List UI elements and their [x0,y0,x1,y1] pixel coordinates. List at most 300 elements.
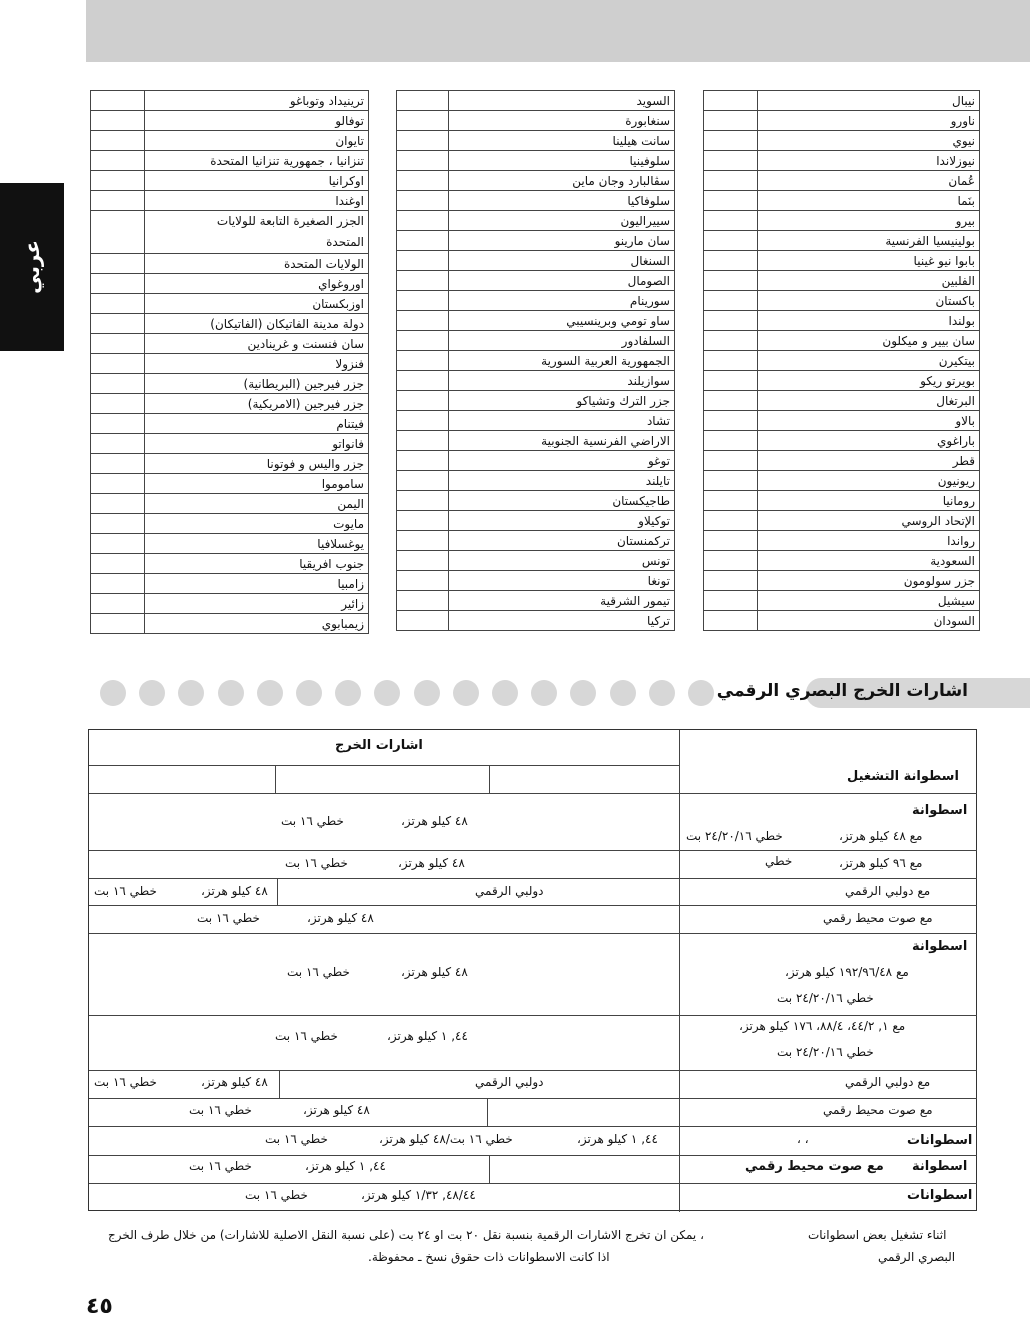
country-name: توفالو [145,111,369,131]
country-row [397,451,675,471]
country-row [397,311,675,331]
note-line1-right: اثناء تشغيل بعض اسطوانات [808,1228,947,1242]
row2c-dolby: دولبي الرقمي [475,1075,544,1089]
country-row [91,314,369,334]
row2a-line1: مع ١٩٢/٩٦/٤٨ كيلو هرتز، [785,965,909,979]
country-name: اوروغواي [145,274,369,294]
country-name: ساموموا [145,474,369,494]
country-row [91,514,369,534]
row2d-khz: ٤٨ كيلو هرتز، [303,1103,370,1117]
country-row [704,431,980,451]
empty-cell [91,554,145,574]
country-name: الولايات المتحدة [145,254,369,274]
country-name: بولندا [758,311,980,331]
empty-cell [397,511,449,531]
country-name: مايوت [145,514,369,534]
decorative-dot [688,680,714,706]
country-row [704,551,980,571]
row1c-dolby: دولبي الرقمي [475,884,544,898]
country-name: سلوفينيا [449,151,675,171]
empty-cell [397,391,449,411]
country-name: زيمبابوي [145,614,369,634]
country-row [91,494,369,514]
row5-head: اسطوانات [907,1188,973,1203]
decorative-dot [257,680,283,706]
country-name: اوغندا [145,191,369,211]
country-name: زائير [145,594,369,614]
country-row [397,91,675,111]
country-row [704,411,980,431]
empty-cell [91,254,145,274]
country-name: باكستان [758,291,980,311]
country-row [397,151,675,171]
country-row [397,551,675,571]
empty-cell [91,111,145,131]
country-name: بولينيسيا الفرنسية [758,231,980,251]
row1a-lin: خطي ١٦ بت [281,814,344,828]
empty-cell [704,191,758,211]
country-row [91,574,369,594]
row1a-khz: ٤٨ كيلو هرتز، [401,814,468,828]
header-output-signals: اشارات الخرج [335,738,423,753]
country-name: بويرتو ريكو [758,371,980,391]
decorative-dot [139,680,165,706]
row5-lin: خطي ١٦ بت [245,1188,308,1202]
row1b-lin: خطي ١٦ بت [285,856,348,870]
country-name: جنوب افريقيا [145,554,369,574]
empty-cell [397,431,449,451]
country-row [704,151,980,171]
empty-cell [704,591,758,611]
country-row [397,171,675,191]
empty-cell [91,594,145,614]
country-name: طاجيكستان [449,491,675,511]
country-name: نيوزلاندا [758,151,980,171]
empty-cell [704,571,758,591]
country-row [397,251,675,271]
country-name: فانواتو [145,434,369,454]
row1c-label: مع دولبي الرقمي [845,884,931,898]
country-name: ساو تومي وبرينسيبي [449,311,675,331]
row1b-khz: ٤٨ كيلو هرتز، [398,856,465,870]
country-row [91,614,369,634]
country-name: تنزانيا ، جمهورية تنزانيا المتحدة [145,151,369,171]
country-name: سنغابورة [449,111,675,131]
row2d-lin: خطي ١٦ بت [189,1103,252,1117]
country-row [704,491,980,511]
country-row [397,591,675,611]
country-row [91,454,369,474]
empty-cell [704,611,758,631]
country-row [91,594,369,614]
country-row [704,571,980,591]
country-name: السلفادور [449,331,675,351]
country-name: رواندا [758,531,980,551]
country-name: تيمور الشرقية [449,591,675,611]
country-table-1 [703,90,980,631]
empty-cell [704,351,758,371]
country-row [397,351,675,371]
country-name: ترينيداد وتوباغو [145,91,369,111]
output-signal-table [88,729,977,1211]
language-tab [0,183,64,351]
header-bar [86,0,1030,62]
empty-cell [91,454,145,474]
empty-cell [704,211,758,231]
country-row [397,191,675,211]
empty-cell [704,231,758,251]
empty-cell [91,314,145,334]
country-name: الصومال [449,271,675,291]
country-name: السودان [758,611,980,631]
country-name: السعودية [758,551,980,571]
country-name: تركيا [449,611,675,631]
row3-lin-48: خطي ١٦ بت/٤٨ كيلو هرتز، [379,1132,513,1146]
country-row [704,391,980,411]
empty-cell [91,494,145,514]
country-row [397,411,675,431]
empty-cell [397,291,449,311]
row3-khz441: ٤٤, ١ كيلو هرتز، [577,1132,658,1146]
row1a-note: خطي ٢٤/٢٠/١٦ بت [686,829,783,843]
empty-cell [704,291,758,311]
empty-cell [397,571,449,591]
country-table-3 [90,90,369,634]
country-row [704,591,980,611]
empty-cell [397,171,449,191]
empty-cell [397,471,449,491]
row2c-label: مع دولبي الرقمي [845,1075,931,1089]
country-row [704,211,980,231]
country-name: سانت هيلينا [449,131,675,151]
country-row [397,111,675,131]
row4-lin: خطي ١٦ بت [189,1159,252,1173]
country-name: تركمنستان [449,531,675,551]
country-name: الجمهورية العربية السورية [449,351,675,371]
country-name: سان بيير و ميكلون [758,331,980,351]
empty-cell [397,371,449,391]
empty-cell [397,151,449,171]
country-name-line: الجزر الصغيرة التابعة للولايات [216,214,364,228]
country-name: سلوفاكيا [449,191,675,211]
country-row [91,414,369,434]
country-row [704,331,980,351]
header-playback-disc: اسطوانة التشغيل [847,769,959,784]
note-line1: ، يمكن ان تخرج الاشارات الرقمية بنسبة نقل ٢٠ بت او ٢٤ بت (على نسبة النقل الاصلية للاشارات) من خلال طرف الخرج [108,1228,704,1242]
empty-cell [91,171,145,191]
country-row [91,91,369,111]
decorative-dot [570,680,596,706]
empty-cell [91,434,145,454]
country-row [91,334,369,354]
country-name: جزر الترك وتشياكو [449,391,675,411]
decorative-dot [178,680,204,706]
country-name: جزر سولومون [758,571,980,591]
decorative-dot [610,680,636,706]
empty-cell [397,91,449,111]
country-row [397,431,675,451]
country-row [91,474,369,494]
country-name: بيرو [758,211,980,231]
country-name: باراغوي [758,431,980,451]
empty-cell [704,391,758,411]
country-row [91,374,369,394]
row1b-note: خطي [765,854,793,868]
row5-khz: ٤٨/٤٤, ١/٣٢ كيلو هرتز، [361,1188,476,1202]
country-row [397,391,675,411]
country-row [91,354,369,374]
country-row [704,231,980,251]
country-row [91,294,369,314]
country-name: يوغسلافيا [145,534,369,554]
country-name: توكيلاو [449,511,675,531]
empty-cell [91,151,145,171]
empty-cell [704,531,758,551]
country-row [397,231,675,251]
country-row [704,91,980,111]
empty-cell [91,514,145,534]
country-name [145,211,369,254]
country-name: قطر [758,451,980,471]
country-name: فنزولا [145,354,369,374]
row2b-lin: خطي ١٦ بت [275,1029,338,1043]
country-name: اليمن [145,494,369,514]
country-row [91,274,369,294]
empty-cell [397,351,449,371]
empty-cell [91,211,145,254]
country-row [397,371,675,391]
country-row [91,191,369,211]
country-name: الإتحاد الروسي [758,511,980,531]
decorative-dot [374,680,400,706]
country-row [704,291,980,311]
empty-cell [397,531,449,551]
country-name: سان مارينو [449,231,675,251]
empty-cell [91,414,145,434]
empty-cell [704,311,758,331]
empty-cell [704,131,758,151]
country-row [91,434,369,454]
country-row [91,151,369,171]
row2a-line2: خطي ٢٤/٢٠/١٦ بت [777,991,874,1005]
country-name: دولة مدينة الفاتيكان (الفاتيكان) [145,314,369,334]
country-name: الاراضي الفرنسية الجنوبية [449,431,675,451]
row1c-khz: ٤٨ كيلو هرتز، [201,884,268,898]
empty-cell [397,591,449,611]
empty-cell [704,471,758,491]
country-row [397,571,675,591]
empty-cell [397,131,449,151]
empty-cell [704,411,758,431]
country-row [704,351,980,371]
language-tab-label: عربي [20,240,44,294]
empty-cell [704,251,758,271]
country-row [91,394,369,414]
row1d-label: مع صوت محيط رقمي [823,911,933,925]
empty-cell [91,131,145,151]
country-row [397,531,675,551]
country-row [91,554,369,574]
empty-cell [91,91,145,111]
country-row [704,451,980,471]
empty-cell [397,271,449,291]
note-line2-right: البصري الرقمي [878,1250,956,1264]
row2c-lin: خطي ١٦ بت [94,1075,157,1089]
empty-cell [704,371,758,391]
country-name: بابوا نيو غينيا [758,251,980,271]
country-row [91,534,369,554]
empty-cell [91,191,145,211]
country-row [397,131,675,151]
country-row [704,171,980,191]
empty-cell [704,511,758,531]
row2d-label: مع صوت محيط رقمي [823,1103,933,1117]
decorative-dot [414,680,440,706]
decorative-dot [531,680,557,706]
country-name-line: المتحدة [326,235,364,249]
country-row [397,511,675,531]
row4-khz: ٤٤, ١ كيلو هرتز، [305,1159,386,1173]
country-name: اوكرانيا [145,171,369,191]
row1-head: اسطوانة [912,803,968,818]
row4-head: اسطوانة [912,1159,968,1174]
row2a-lin: خطي ١٦ بت [287,965,350,979]
row2b-line1: مع ١, ٤٤/٢، ٨٨/٤، ١٧٦ كيلو هرتز، [739,1019,906,1033]
country-name: بنَما [758,191,980,211]
country-row [704,371,980,391]
country-row [91,211,369,254]
country-row [704,131,980,151]
empty-cell [704,111,758,131]
country-row [704,311,980,331]
country-name: ناورو [758,111,980,131]
row3-head: اسطوانات [907,1133,973,1148]
row4-note: مع صوت محيط رقمي [745,1159,884,1174]
country-name: السويد [449,91,675,111]
row1d-lin: خطي ١٦ بت [197,911,260,925]
country-row [397,471,675,491]
row2c-khz: ٤٨ كيلو هرتز، [201,1075,268,1089]
country-name: جزر واليس و فوتونا [145,454,369,474]
country-row [397,331,675,351]
country-row [397,211,675,231]
country-name: البرتغال [758,391,980,411]
empty-cell [91,534,145,554]
row2b-line2: خطي ٢٤/٢٠/١٦ بت [777,1045,874,1059]
empty-cell [704,271,758,291]
country-name: جزر فيرجين (البريطانية) [145,374,369,394]
row3-lin: خطي ١٦ بت [265,1132,328,1146]
empty-cell [91,354,145,374]
country-name: نيبال [758,91,980,111]
decorative-dot [100,680,126,706]
country-name: ريونيون [758,471,980,491]
row1a-label: مع ٤٨ كيلو هرتز، [839,829,923,843]
country-name: سڤالبارد وجان ماين [449,171,675,191]
row2-head: اسطوانة [912,939,968,954]
empty-cell [704,151,758,171]
empty-cell [397,231,449,251]
empty-cell [704,431,758,451]
country-name: بيتكيرن [758,351,980,371]
country-row [704,531,980,551]
country-name: تونغا [449,571,675,591]
empty-cell [397,251,449,271]
empty-cell [397,191,449,211]
country-row [397,491,675,511]
empty-cell [91,474,145,494]
country-row [91,111,369,131]
empty-cell [91,334,145,354]
empty-cell [704,331,758,351]
empty-cell [397,311,449,331]
country-name: السنغال [449,251,675,271]
country-name: تايوان [145,131,369,151]
empty-cell [91,294,145,314]
country-name: سييراليون [449,211,675,231]
country-row [704,251,980,271]
country-name: الفلبين [758,271,980,291]
country-row [397,291,675,311]
page-number: ٤٥ [86,1294,113,1319]
empty-cell [397,611,449,631]
row2a-khz: ٤٨ كيلو هرتز، [401,965,468,979]
country-name: سوازيلند [449,371,675,391]
country-row [704,111,980,131]
country-row [704,471,980,491]
country-name: توغو [449,451,675,471]
empty-cell [397,551,449,571]
country-row [704,191,980,211]
note-line2: اذا كانت الاسطوانات ذات حقوق نسخ ـ محفوظة. [368,1250,610,1264]
country-name: نيوي [758,131,980,151]
empty-cell [704,491,758,511]
empty-cell [397,451,449,471]
country-name: سيشيل [758,591,980,611]
decorative-dot [453,680,479,706]
empty-cell [91,374,145,394]
empty-cell [397,111,449,131]
decorative-dot [335,680,361,706]
country-name: جزر فيرجين (الامريكية) [145,394,369,414]
decorative-dot [649,680,675,706]
row1b-label: مع ٩٦ كيلو هرتز، [839,856,923,870]
empty-cell [91,574,145,594]
country-name: بالاو [758,411,980,431]
country-row [91,254,369,274]
row2b-khz: ٤٤, ١ كيلو هرتز، [387,1029,468,1043]
section-header [90,676,980,710]
country-name: رومانيا [758,491,980,511]
empty-cell [91,394,145,414]
country-row [704,271,980,291]
country-name: سورينام [449,291,675,311]
country-name: سان فنسنت و غرينادين [145,334,369,354]
country-row [397,271,675,291]
decorative-dot [218,680,244,706]
country-row [397,611,675,631]
empty-cell [91,614,145,634]
section-title: اشارات الخرج البصري الرقمي [716,681,968,701]
country-name: زامبيا [145,574,369,594]
country-row [704,511,980,531]
country-row [91,171,369,191]
empty-cell [397,211,449,231]
empty-cell [704,451,758,471]
country-name: تونس [449,551,675,571]
country-table-2 [396,90,675,631]
row1c-lin: خطي ١٦ بت [94,884,157,898]
